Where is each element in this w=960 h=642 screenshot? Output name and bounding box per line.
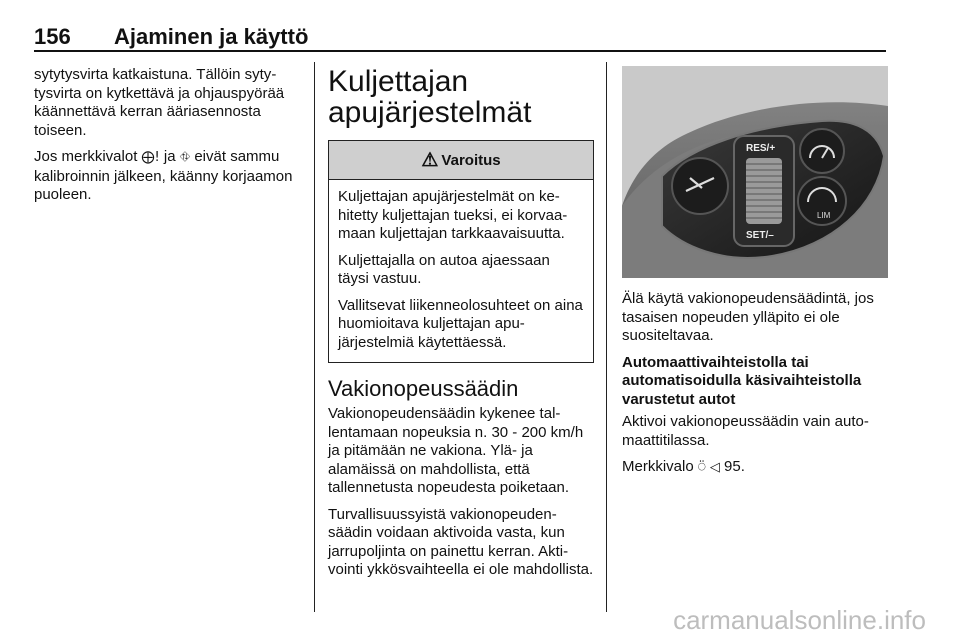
paragraph <box>34 148 304 205</box>
text-run: eivät sammu kalibroinnin jälkeen, käänny korjaamon puoleen. <box>34 148 293 203</box>
section-title-line: apujärjestelmät <box>328 96 532 129</box>
cruise-control-switch-illustration <box>622 66 888 278</box>
section-title-line: Kuljettajan <box>328 65 469 98</box>
warning-paragraph: Kuljettajalla on autoa ajaessaan täysi vastuu. <box>338 251 550 287</box>
column-middle <box>328 66 594 588</box>
warning-box <box>328 140 594 363</box>
warning-icon: ⚠ <box>421 149 439 171</box>
traction-control-icon: ⛗ <box>179 150 191 165</box>
subsection-title: Vakionopeussäädin <box>328 376 519 401</box>
page-header <box>34 22 886 52</box>
warning-body <box>329 180 593 362</box>
steering-wheel-controls-photo <box>622 66 888 278</box>
paragraph: Vakionopeudensäädin kykenee tallentamaan nopeuksia n. 30 - 200 km/h ja pitämään ne vakiona. Ylä- ja alamäissä on mahdollista, että tallennetusta nopeudesta poiketaan. <box>328 405 584 496</box>
warning-paragraph: Vallitsevat liikenneolosuhteet on aina huomioitava kuljettajan apujärjestelmiä käytettäessä. <box>338 296 583 351</box>
res-plus-label: RES/+ <box>746 143 776 154</box>
watermark: carmanualsonline.info <box>673 605 926 635</box>
warning-paragraph: Kuljettajan apujärjestelmät on kehitetty kuljettajan tueksi, ei korvaamaan kuljettajan tarkkaavaisuutta. <box>338 188 568 242</box>
lim-label: LIM <box>817 211 831 220</box>
warning-title: Varoitus <box>441 151 501 169</box>
column-divider <box>314 62 315 612</box>
warning-header <box>329 141 593 180</box>
column-left <box>34 66 304 213</box>
column-divider <box>606 62 607 612</box>
text-run: ja <box>159 148 180 165</box>
steering-warning-icon: ⨁! <box>141 150 160 165</box>
text-run: Jos merkkivalot <box>34 148 142 165</box>
bold-heading: Automaattivaihteistolla tai automatisoidulla käsivaihteistolla varustetut autot <box>622 353 862 408</box>
section-title <box>328 66 594 128</box>
page-title: Ajaminen ja käyttö <box>114 24 309 49</box>
paragraph: Aktivoi vakionopeussäädin vain automaattitilassa. <box>622 413 869 449</box>
paragraph: Turvallisuussyistä vakionopeudensäädin voidaan aktivoida vasta, kun jarrupoljinta on painettu kerran. Aktivointi ykkösvaihteella ei ole mahdollista. <box>328 505 594 578</box>
set-minus-label: SET/– <box>746 230 774 241</box>
cruise-control-indicator-icon: ⍥ <box>697 460 706 475</box>
paragraph: Älä käytä vakionopeudensäädintä, jos tasaisen nopeuden ylläpito ei ole suositeltavaa. <box>622 290 874 344</box>
page-number: 156 <box>34 24 71 49</box>
paragraph: sytytysvirta katkaistuna. Tällöin sytytysvirta on kytkettävä ja ohjauspyörää käännettävä kerran ääriasennosta toiseen. <box>34 66 285 139</box>
text-run: 95. <box>719 458 745 475</box>
column-right <box>622 66 888 486</box>
text-run: Merkkivalo <box>622 458 698 475</box>
paragraph <box>622 458 888 478</box>
page-reference-icon: ◁ <box>709 460 720 475</box>
